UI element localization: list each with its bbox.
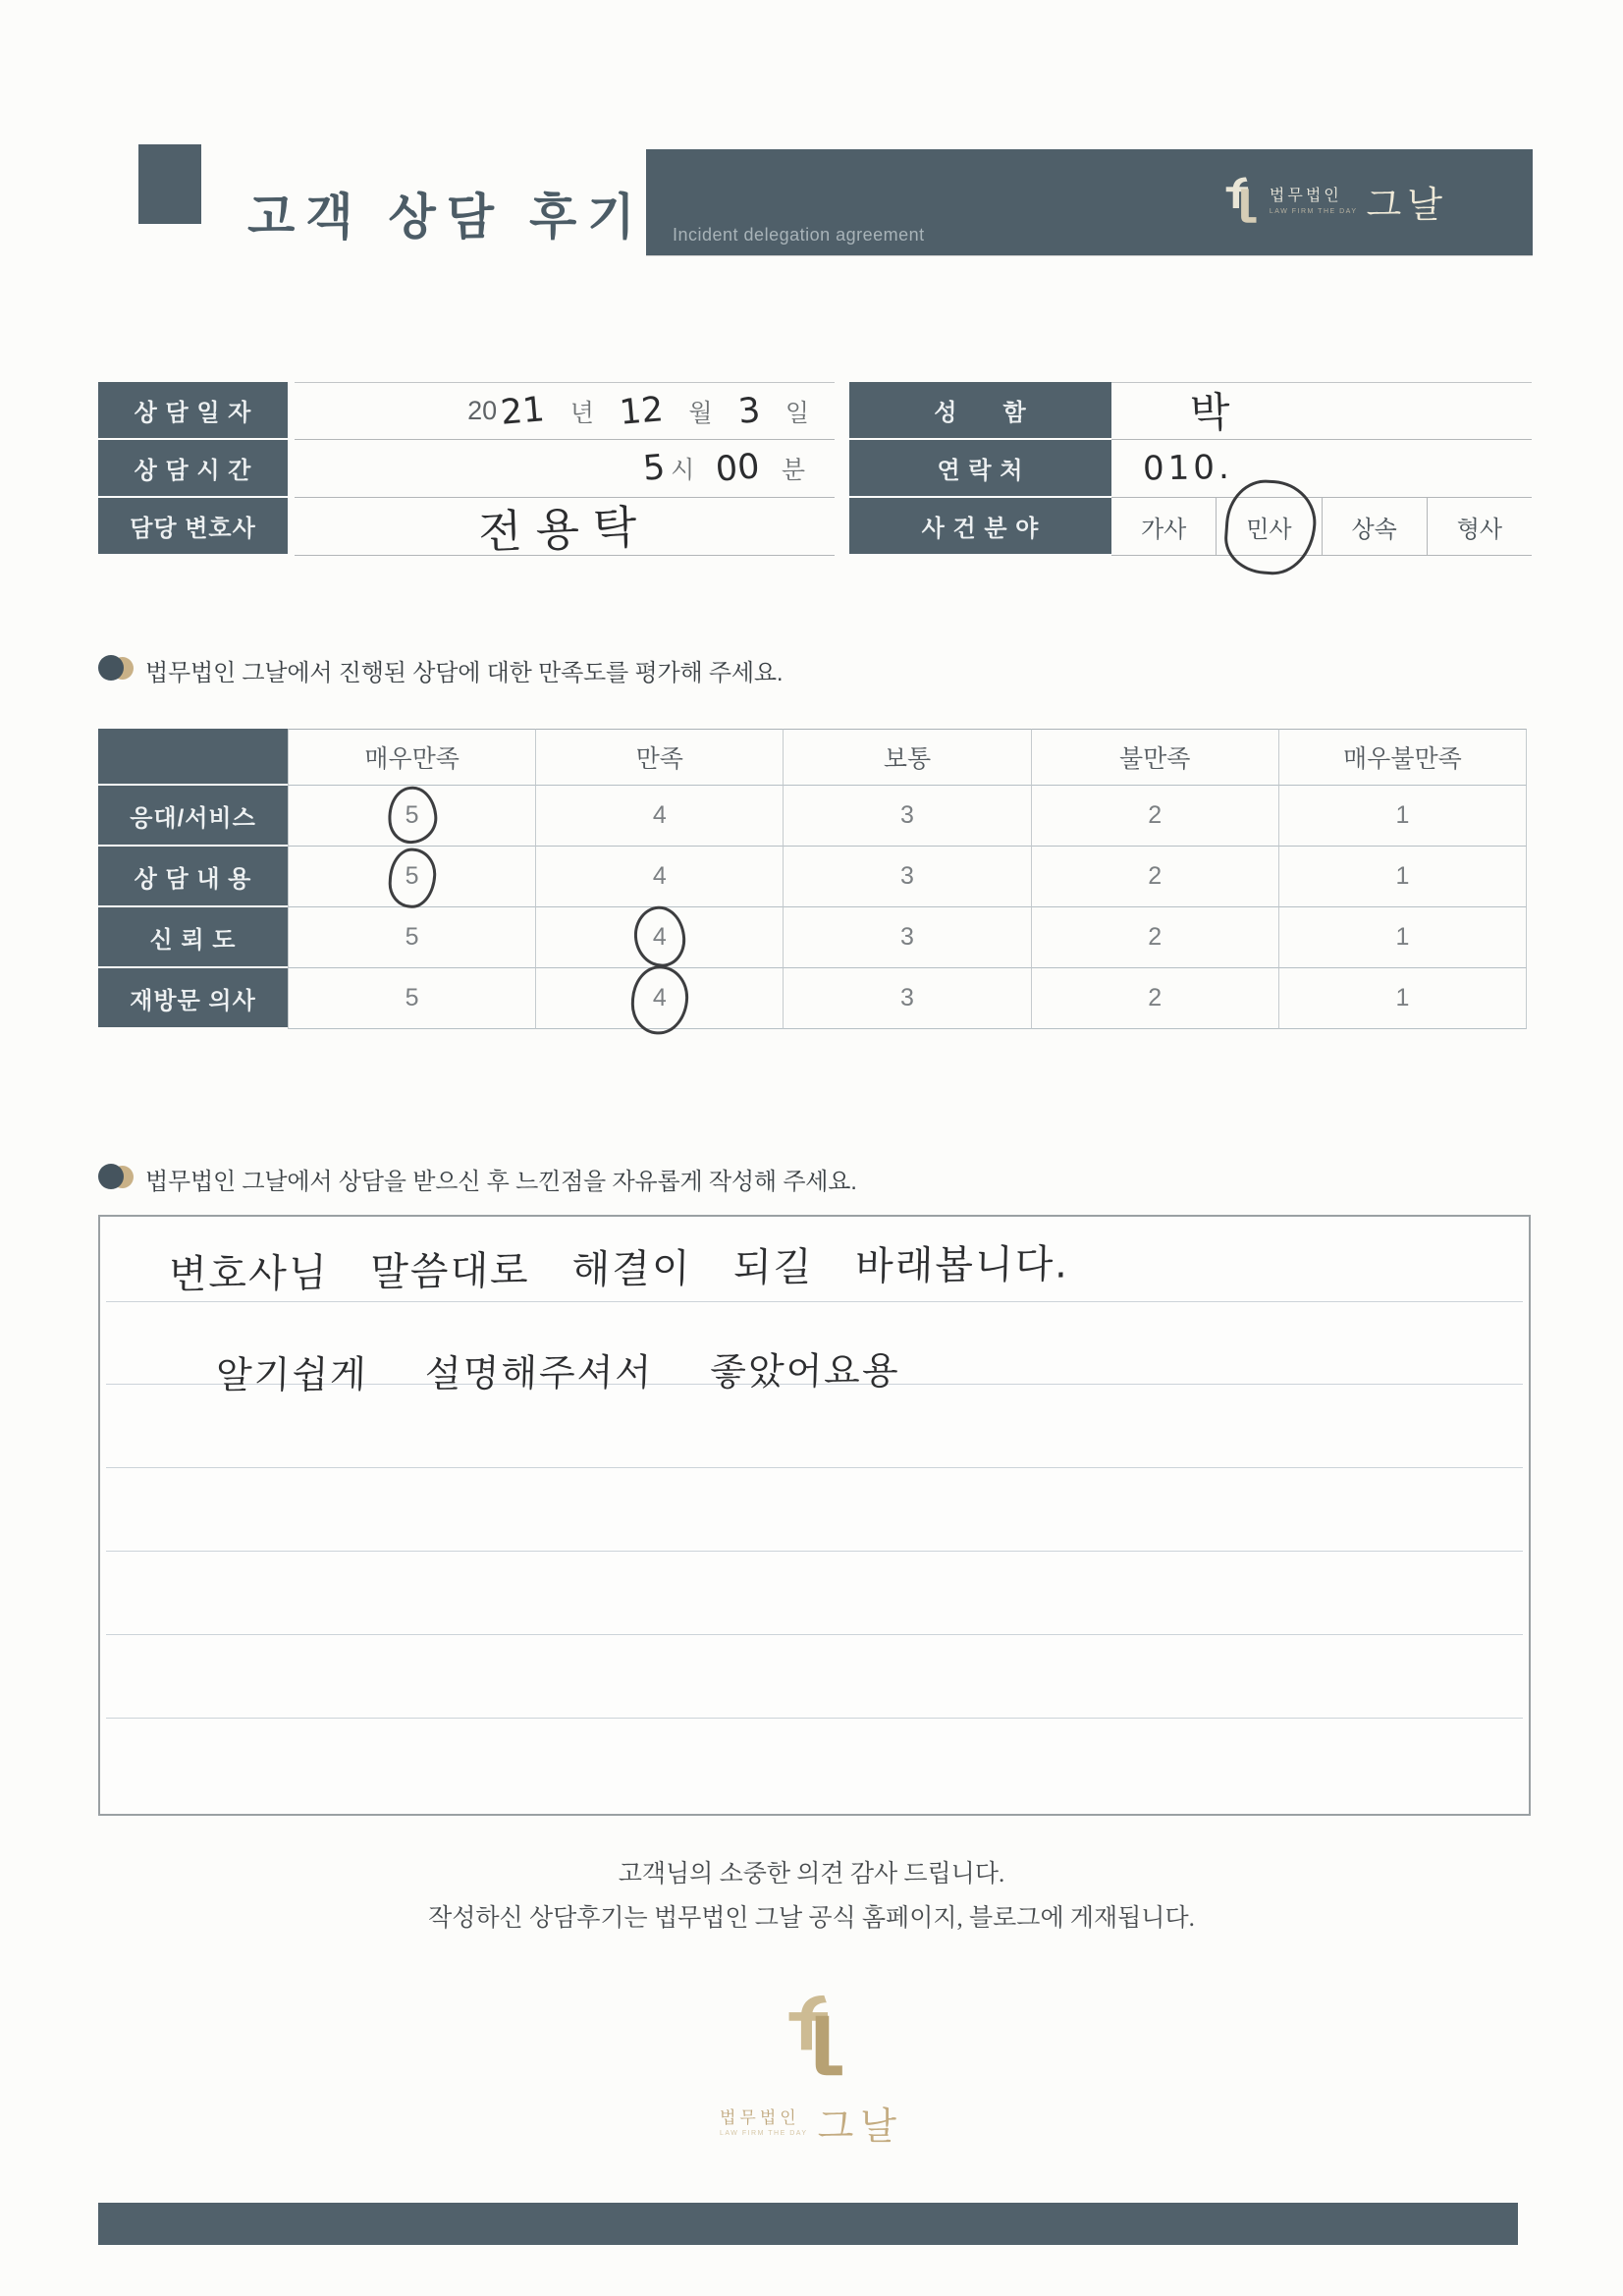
rating-cell: 1 bbox=[1278, 968, 1527, 1029]
rating-cell: 3 bbox=[783, 968, 1030, 1029]
contact-handwritten: 010. bbox=[1142, 447, 1234, 489]
footer-thanks bbox=[0, 1852, 1623, 1941]
rating-cell: 1 bbox=[1278, 907, 1527, 968]
contact-value bbox=[1111, 440, 1532, 498]
lawyer-label: 담당 변호사 bbox=[98, 498, 288, 554]
rating-cell: 4 bbox=[535, 786, 783, 847]
rating-cell-circled: 4 bbox=[535, 907, 783, 968]
row-label-revisit: 재방문 의사 bbox=[98, 968, 288, 1027]
client-name-value bbox=[1111, 382, 1532, 440]
page-title: 고객 상담 후기 bbox=[247, 190, 646, 245]
rating-cell: 2 bbox=[1031, 847, 1278, 907]
header-banner bbox=[646, 149, 1533, 255]
rating-row-content bbox=[288, 847, 1527, 907]
row-label-content: 상 담 내 용 bbox=[98, 847, 288, 905]
ruled-line bbox=[106, 1551, 1523, 1552]
handwritten-comment-line2: 알기쉽게 설명해주셔서 좋았어요용 bbox=[215, 1348, 901, 1397]
rating-row-trust bbox=[288, 907, 1527, 968]
comment-prompt: 법무법인 그날에서 상담을 받으신 후 느낀점을 자유롭게 작성해 주세요. bbox=[145, 1169, 857, 1195]
row-label-trust: 신 뢰 도 bbox=[98, 907, 288, 966]
case-option-minsa-circled: 민사 bbox=[1216, 498, 1321, 555]
rating-cell: 3 bbox=[783, 907, 1030, 968]
satisfaction-prompt: 법무법인 그날에서 진행된 상담에 대한 만족도를 평가해 주세요. bbox=[145, 660, 784, 686]
time-minute-unit: 분 bbox=[781, 457, 805, 484]
date-century-print: 20 bbox=[467, 396, 498, 425]
date-month-handwritten: 12 bbox=[618, 389, 666, 433]
prompt-bullet-icon bbox=[98, 1164, 135, 1190]
col-header-very-satisfied: 매우만족 bbox=[288, 729, 535, 786]
satisfaction-table bbox=[288, 729, 1527, 1029]
date-day-unit: 일 bbox=[784, 399, 809, 427]
rating-row-revisit bbox=[288, 968, 1527, 1029]
info-right-values bbox=[1111, 382, 1532, 556]
rating-cell-circled: 4 bbox=[535, 968, 783, 1029]
col-header-very-dissatisfied: 매우불만족 bbox=[1278, 729, 1527, 786]
bottom-bar bbox=[98, 2203, 1518, 2245]
satisfaction-header-row bbox=[288, 729, 1527, 786]
consult-time-label: 상 담 시 간 bbox=[98, 440, 288, 496]
ruled-line bbox=[106, 1634, 1523, 1635]
row-label-service: 응대/서비스 bbox=[98, 786, 288, 845]
client-name-label: 성 함 bbox=[849, 382, 1111, 438]
time-minute-handwritten: 00 bbox=[714, 447, 762, 490]
bullet-dark-circle bbox=[98, 1164, 124, 1189]
case-option-hyeongsa: 형사 bbox=[1427, 498, 1532, 555]
info-left-labels bbox=[98, 382, 288, 554]
case-type-options bbox=[1111, 498, 1532, 556]
rating-cell: 5 bbox=[288, 907, 535, 968]
handwritten-comment-line1: 변호사님 말씀대로 해결이 되길 바래봅니다. bbox=[168, 1241, 1070, 1298]
rating-cell: 2 bbox=[1031, 786, 1278, 847]
col-header-satisfied: 만족 bbox=[535, 729, 783, 786]
ruled-line bbox=[106, 1718, 1523, 1719]
rating-cell: 1 bbox=[1278, 847, 1527, 907]
brand-logo bbox=[1218, 175, 1448, 228]
law-firm-logo-icon bbox=[1218, 175, 1260, 228]
prompt-bullet-icon bbox=[98, 655, 135, 682]
brand-text bbox=[1270, 189, 1358, 215]
date-day-handwritten: 3 bbox=[735, 390, 762, 432]
lawyer-name-handwritten: 전용탁 bbox=[477, 499, 652, 560]
consult-date-label: 상 담 일 자 bbox=[98, 382, 288, 438]
rating-cell-circled: 5 bbox=[288, 786, 535, 847]
comment-box bbox=[98, 1215, 1531, 1816]
client-name-handwritten: 박 bbox=[1189, 387, 1231, 437]
case-type-label: 사 건 분 야 bbox=[849, 498, 1111, 554]
consult-date-value bbox=[295, 382, 835, 440]
satisfaction-row-labels bbox=[98, 729, 288, 1027]
brand-english-subtext: LAW FIRM THE DAY bbox=[1269, 207, 1358, 215]
rating-row-service bbox=[288, 786, 1527, 847]
banner-subtitle: Incident delegation agreement bbox=[673, 225, 925, 245]
rating-cell: 5 bbox=[288, 968, 535, 1029]
footer-logo-icon bbox=[776, 1992, 848, 2084]
rating-cell: 3 bbox=[783, 786, 1030, 847]
contact-label: 연 락 처 bbox=[849, 440, 1111, 496]
rating-cell: 4 bbox=[535, 847, 783, 907]
case-option-sangsok: 상속 bbox=[1322, 498, 1427, 555]
footer-brand bbox=[0, 1992, 1623, 2150]
time-hour-handwritten: 5 bbox=[641, 448, 667, 489]
footer-brand-name: 그날 bbox=[817, 2106, 904, 2148]
rating-cell: 1 bbox=[1278, 786, 1527, 847]
lawyer-value bbox=[295, 498, 835, 560]
consult-time-value bbox=[295, 440, 835, 498]
title-accent-block bbox=[138, 144, 201, 224]
ruled-line bbox=[106, 1301, 1523, 1302]
rating-cell: 3 bbox=[783, 847, 1030, 907]
info-right-labels bbox=[849, 382, 1111, 554]
brand-prefix: 법무법인 bbox=[1269, 187, 1342, 204]
date-year-handwritten: 21 bbox=[499, 389, 547, 433]
bullet-dark-circle bbox=[98, 655, 124, 681]
info-left-values bbox=[295, 382, 835, 560]
time-hour-unit: 시 bbox=[671, 457, 695, 484]
footer-brand-prefix: 법무법인 bbox=[719, 2107, 800, 2127]
thanks-line2: 작성하신 상담후기는 법무법인 그날 공식 홈페이지, 블로그에 게재됩니다. bbox=[428, 1905, 1195, 1932]
ruled-line bbox=[106, 1467, 1523, 1468]
satisfaction-corner-cell bbox=[98, 729, 288, 784]
col-header-neutral: 보통 bbox=[783, 729, 1030, 786]
footer-brand-text bbox=[720, 2096, 903, 2150]
thanks-line1: 고객님의 소중한 의견 감사 드립니다. bbox=[618, 1861, 1005, 1887]
brand-name: 그날 bbox=[1366, 186, 1448, 226]
date-year-unit: 년 bbox=[569, 399, 594, 427]
rating-cell: 2 bbox=[1031, 907, 1278, 968]
rating-cell: 2 bbox=[1031, 968, 1278, 1029]
case-option-gasa: 가사 bbox=[1140, 516, 1187, 543]
footer-brand-subtext: LAW FIRM THE DAY bbox=[719, 2129, 808, 2137]
date-month-unit: 월 bbox=[688, 399, 713, 427]
rating-cell-circled: 5 bbox=[288, 847, 535, 907]
col-header-dissatisfied: 불만족 bbox=[1031, 729, 1278, 786]
